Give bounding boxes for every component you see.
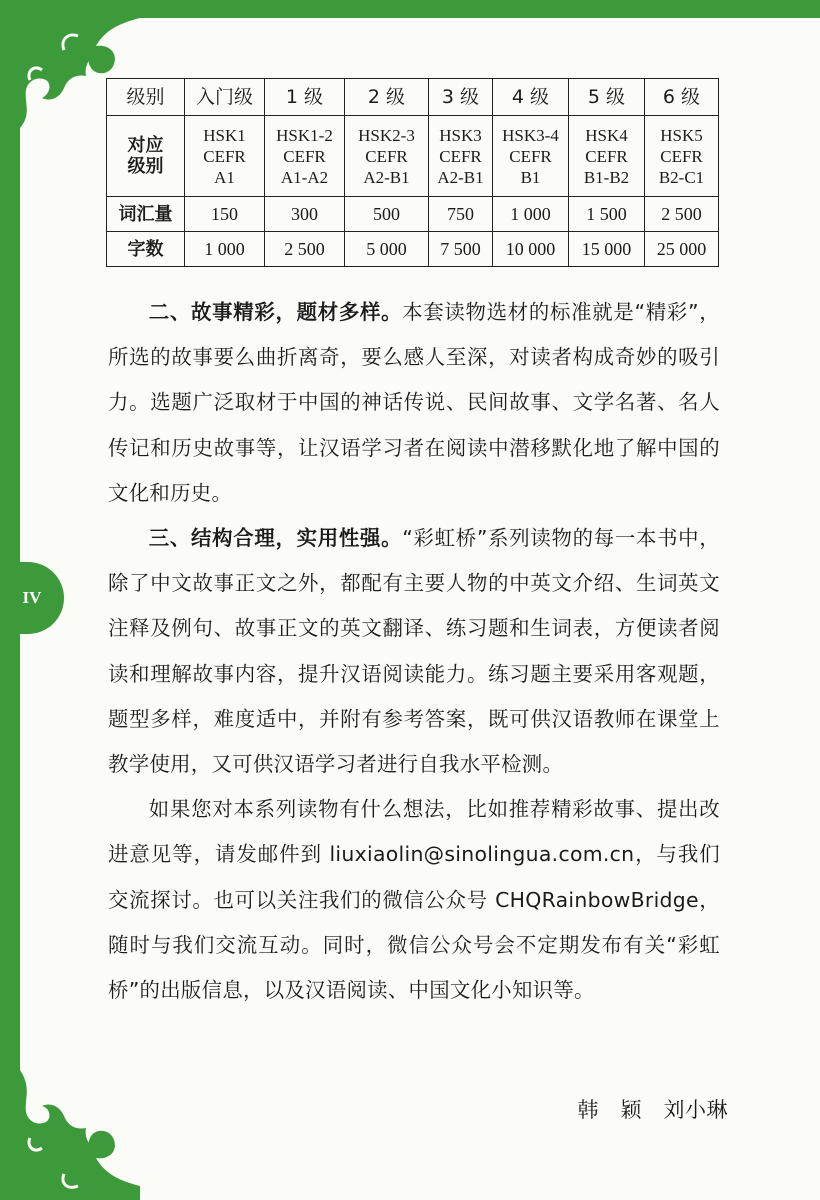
page-number: IV <box>22 588 42 607</box>
hsk-level: HSK4 <box>585 125 628 145</box>
vocab-cell: 2 500 <box>645 197 719 232</box>
row-label-mapping <box>107 116 185 197</box>
vocab-cell: 1 000 <box>493 197 569 232</box>
chars-cell: 5 000 <box>345 232 429 267</box>
mapping-cell <box>569 116 645 197</box>
paragraph-stories <box>108 290 720 516</box>
row-label-characters: 字数 <box>107 232 185 267</box>
row-label-line: 对应 <box>127 135 164 156</box>
chars-cell: 2 500 <box>265 232 345 267</box>
hsk-level: HSK3-4 <box>502 125 559 145</box>
vocab-cell: 750 <box>429 197 493 232</box>
cefr-level: A1 <box>214 167 235 187</box>
chars-cell: 25 000 <box>645 232 719 267</box>
paragraph-structure <box>108 516 720 787</box>
corner-ornament-bottom-left <box>20 1070 140 1200</box>
mapping-cell <box>265 116 345 197</box>
cefr-level: B2-C1 <box>658 167 705 187</box>
hsk-level: HSK3 <box>439 125 482 145</box>
cefr-label: CEFR <box>439 146 482 166</box>
level-table <box>106 78 719 267</box>
cefr-label: CEFR <box>203 146 246 166</box>
cefr-level: A2-B1 <box>363 167 410 187</box>
author-signature: 韩 颖 刘小琳 <box>577 1098 728 1122</box>
header-cell: 6 级 <box>645 79 719 116</box>
vocab-cell: 300 <box>265 197 345 232</box>
header-cell: 2 级 <box>345 79 429 116</box>
header-cell: 4 级 <box>493 79 569 116</box>
table-row-characters <box>107 232 719 267</box>
mapping-cell <box>345 116 429 197</box>
chars-cell: 15 000 <box>569 232 645 267</box>
header-cell: 5 级 <box>569 79 645 116</box>
vocab-cell: 150 <box>185 197 265 232</box>
chars-cell: 10 000 <box>493 232 569 267</box>
vocab-cell: 1 500 <box>569 197 645 232</box>
hsk-level: HSK1-2 <box>276 125 333 145</box>
cefr-level: B1 <box>520 167 541 187</box>
mapping-cell <box>493 116 569 197</box>
cefr-label: CEFR <box>509 146 552 166</box>
vocab-cell: 500 <box>345 197 429 232</box>
header-cell: 级别 <box>107 79 185 116</box>
body-text <box>108 290 720 1013</box>
header-cell: 3 级 <box>429 79 493 116</box>
cefr-label: CEFR <box>365 146 408 166</box>
header-cell: 入门级 <box>185 79 265 116</box>
mapping-cell <box>185 116 265 197</box>
paragraph-contact <box>108 787 720 1013</box>
chars-cell: 7 500 <box>429 232 493 267</box>
mapping-cell <box>429 116 493 197</box>
cefr-level: A1-A2 <box>280 167 329 187</box>
row-label-vocabulary: 词汇量 <box>107 197 185 232</box>
paragraph-body: 本套读物选材的标准就是“精彩”，所选的故事要么曲折离奇，要么感人至深，对读者构成奇妙的吸引力。选题广泛取材于中国的神话传说、民间故事、文学名著、名人传记和历史故事等，让汉语学习者在阅读中潜移默化地了解中国的文化和历史。 <box>108 300 720 505</box>
mapping-cell <box>645 116 719 197</box>
cefr-label: CEFR <box>660 146 703 166</box>
cefr-level: A2-B1 <box>437 167 484 187</box>
cefr-level: B1-B2 <box>583 167 630 187</box>
header-cell: 1 级 <box>265 79 345 116</box>
chars-cell: 1 000 <box>185 232 265 267</box>
paragraph-body: 如果您对本系列读物有什么想法，比如推荐精彩故事、提出改进意见等，请发邮件到 liuxiaolin@sinolingua.com.cn，与我们交流探讨。也可以关注我们的微信公众号 CHQRainbowBridge，随时与我们交流互动。同时，微信公众号会不定期发布有关“彩虹桥”的出版信息，以及汉语阅读、中国文化小知识等。 <box>108 797 720 1003</box>
hsk-level: HSK5 <box>660 125 703 145</box>
cefr-label: CEFR <box>283 146 326 166</box>
hsk-level: HSK1 <box>203 125 246 145</box>
table-row-mapping <box>107 116 719 197</box>
cefr-label: CEFR <box>585 146 628 166</box>
paragraph-heading: 二、故事精彩，题材多样。 <box>148 300 403 324</box>
table-row-vocabulary <box>107 197 719 232</box>
row-label-line: 级别 <box>127 156 164 177</box>
paragraph-body: “彩虹桥”系列读物的每一本书中，除了中文故事正文之外，都配有主要人物的中英文介绍、生词英文注释及例句、故事正文的英文翻译、练习题和生词表，方便读者阅读和理解故事内容，提升汉语阅读能力。练习题主要采用客观题，题型多样，难度适中，并附有参考答案，既可供汉语教师在课堂上教学使用，又可供汉语学习者进行自我水平检测。 <box>108 526 720 777</box>
hsk-level: HSK2-3 <box>358 125 415 145</box>
paragraph-heading: 三、结构合理，实用性强。 <box>148 526 403 551</box>
table-header-row <box>107 79 719 116</box>
